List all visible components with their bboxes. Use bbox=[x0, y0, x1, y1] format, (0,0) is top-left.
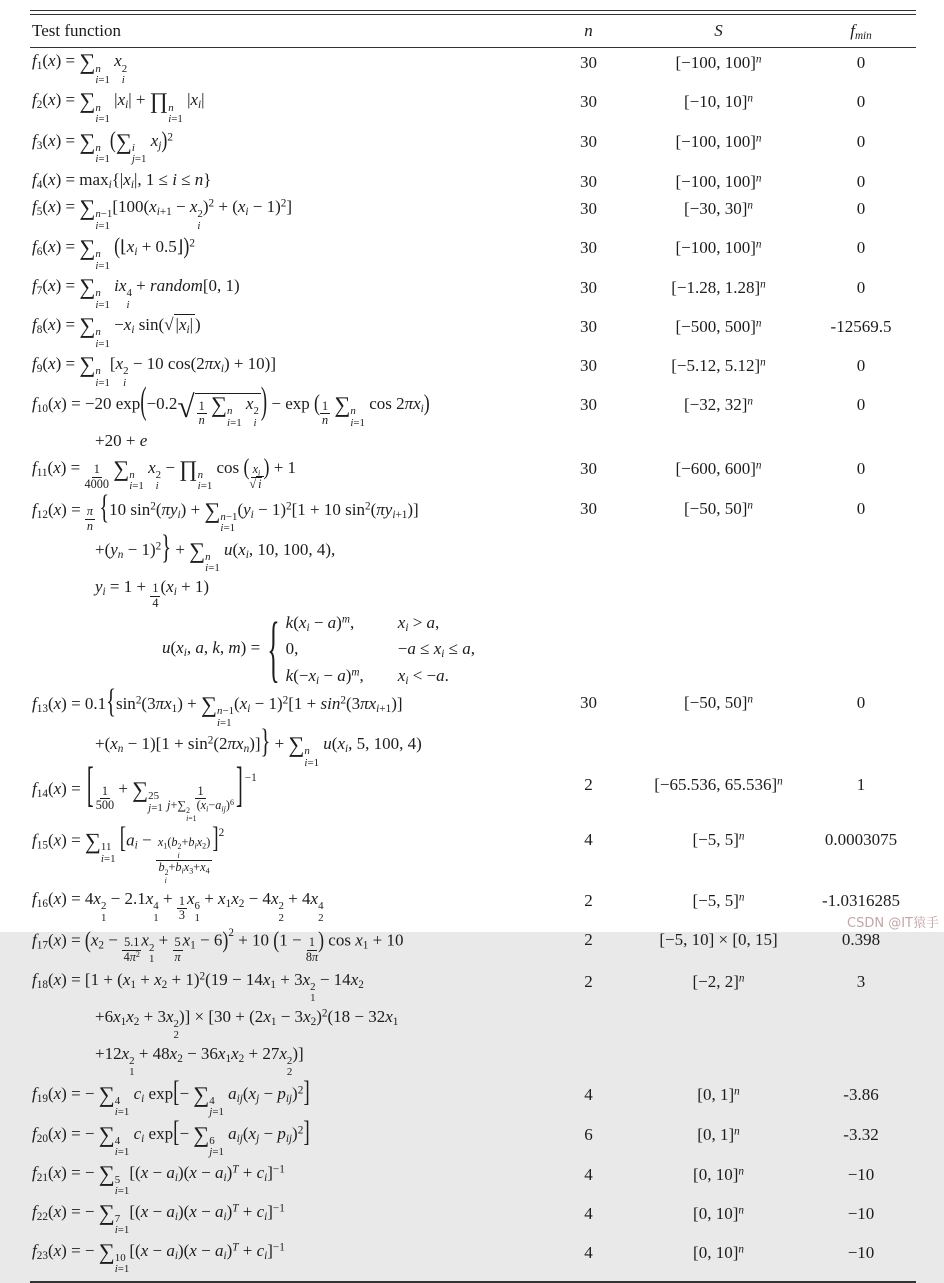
cell-n: 4 bbox=[584, 829, 593, 849]
cell-s: [−10, 10]$^n$ bbox=[683, 92, 754, 112]
cell-s: [−50, 50]$^n$ bbox=[683, 498, 754, 518]
cell-fmin: -1.0316285 bbox=[822, 891, 900, 911]
cell-formula: $f_{19}(x)$ = − ∑ 4 i=1 $c_i$ exp[− ∑ 4 j=1 $a_{ij}(x_j - p_{ij})^2$] bbox=[32, 1075, 310, 1119]
table-body bbox=[30, 48, 916, 1282]
cell-fmin: 3 bbox=[856, 971, 866, 991]
cell-n: 30 bbox=[580, 395, 597, 415]
cell-s: [−65.536, 65.536]$^n$ bbox=[654, 775, 783, 795]
cell-s: [−1.28, 1.28]$^n$ bbox=[671, 278, 766, 298]
cell-n: 30 bbox=[580, 498, 597, 518]
cell-fmin: 0.0003075 bbox=[824, 829, 898, 849]
table-row bbox=[30, 967, 916, 1080]
cell-n: 4 bbox=[584, 1203, 593, 1223]
cell-n: 2 bbox=[584, 775, 593, 795]
cell-n: 30 bbox=[580, 92, 597, 112]
col-header-s: S bbox=[631, 15, 806, 48]
cell-fmin: 0.398 bbox=[841, 930, 881, 950]
cell-formula: $f_2(x)$ = ∑ n i=1 $|x_i|$ + ∏ n i=1 $|x_i|$ bbox=[32, 88, 205, 126]
col-header-fmin: $f_{min}$ bbox=[806, 15, 916, 48]
cell-formula: $f_6(x)$ = ∑ n i=1 ($⌊x_i$ + 0.5⌋)$^2$ bbox=[32, 232, 195, 272]
cell-formula: $f_8(x)$ = ∑ n i=1 $-x_i$ sin(√ $|x_i|$ ) bbox=[32, 313, 201, 350]
cell-s: [−100, 100]$^n$ bbox=[675, 238, 762, 258]
cell-n: 4 bbox=[584, 1084, 593, 1104]
cell-fmin: -12569.5 bbox=[830, 317, 892, 337]
cell-fmin: −10 bbox=[847, 1203, 875, 1223]
cell-formula: $f_{22}(x)$ = − ∑ 7 i=1 $[(x - a_i)(x - a_i)^T + c_i]^{-1}$ bbox=[32, 1199, 285, 1237]
table-row bbox=[30, 1160, 916, 1199]
table-row bbox=[30, 390, 916, 453]
cell-s: [−5.12, 5.12]$^n$ bbox=[671, 356, 766, 376]
cell-formula: $f_{16}(x) = 4x$ 2 1 − 2.1x 4 1 + $\frac{1}{3}$ x 6 1 + $x_1x_2 - 4x$ 2 2 + 4x 4 2 bbox=[32, 889, 324, 924]
cell-n: 30 bbox=[580, 278, 597, 298]
table-row bbox=[30, 312, 916, 351]
csdn-watermark: CSDN @IT猿手 bbox=[847, 916, 939, 931]
cell-s: [−100, 100]$^n$ bbox=[675, 171, 762, 191]
cell-n: 30 bbox=[580, 693, 597, 713]
col-header-n: n bbox=[546, 15, 631, 48]
cell-formula: $f_5(x)$ = ∑ n−1 i=1 [$100(x_{i+1} - x$ 2 i )$^2 + (x_i - 1)^2$] bbox=[32, 195, 293, 232]
cell-fmin: 0 bbox=[856, 395, 866, 415]
cell-fmin: 0 bbox=[856, 171, 866, 191]
cell-fmin: −10 bbox=[806, 1238, 916, 1282]
table-row bbox=[30, 454, 916, 494]
table-row bbox=[30, 273, 916, 312]
cell-s: [−2, 2]$^n$ bbox=[692, 971, 745, 991]
cell-fmin: 0 bbox=[856, 356, 866, 376]
cell-s: [0, 10]$^n$ bbox=[631, 1238, 806, 1282]
cell-s: [−30, 30]$^n$ bbox=[683, 199, 754, 218]
table-row bbox=[30, 770, 916, 824]
cell-formula: $f_{18}(x) = [1 + (x_1 + x_2 + 1)^2(19 - 14x_1 + 3x$ 2 1 − $14x_2$ $+6x_1x_2 + 3x$ 2 2 )] × [$30 + (2x_1 - 3x_2)^2(18 - 32x_1$ +12x 2 1 + $48x_2 - 36x_1x_2 + 27x$ 2 2 )] bbox=[32, 969, 399, 1079]
cell-s: [−5, 5]$^n$ bbox=[692, 829, 745, 849]
cell-s: [0, 1]$^n$ bbox=[697, 1124, 740, 1144]
table-row bbox=[30, 925, 916, 967]
cell-n: 30 bbox=[580, 356, 597, 376]
table-row bbox=[30, 351, 916, 390]
cell-s: [−600, 600]$^n$ bbox=[675, 458, 762, 478]
cell-formula: $f_1(x)$ = ∑ n i=1 x 2 i bbox=[32, 49, 128, 87]
cell-fmin: 0 bbox=[856, 199, 866, 218]
cell-formula: $f_{10}(x) = -20$ exp(−0.2√ $\frac{1}{n}$ ∑ n i=1 x 2 i ) − exp ( $\frac{1}{n}$ ∑ n i=1 $\cos 2\pi x_i$) +20 + e bbox=[32, 380, 430, 451]
table-row bbox=[30, 688, 916, 770]
table-row bbox=[30, 825, 916, 887]
cell-fmin: 0 bbox=[856, 238, 866, 258]
col-header-test-function: Test function bbox=[30, 15, 546, 48]
cell-fmin: -3.86 bbox=[843, 1084, 879, 1104]
cell-fmin: 0 bbox=[856, 53, 866, 73]
cell-s: [−5, 5]$^n$ bbox=[692, 891, 745, 911]
cell-n: 30 bbox=[580, 171, 597, 191]
cell-fmin: -3.32 bbox=[843, 1124, 879, 1144]
table-row bbox=[30, 1120, 916, 1160]
cell-n: 30 bbox=[580, 53, 597, 73]
cell-n: 2 bbox=[584, 971, 593, 991]
cell-formula: $f_9(x)$ = ∑ n i=1 [x 2 i − 10 $\cos(2\pi x_i) + 10$)] bbox=[32, 352, 277, 389]
table-row bbox=[30, 127, 916, 167]
cell-fmin: 0 bbox=[856, 458, 866, 478]
cell-s: [−500, 500]$^n$ bbox=[675, 317, 762, 337]
cell-n: 30 bbox=[580, 238, 597, 258]
cell-s: [0, 1]$^n$ bbox=[697, 1084, 740, 1104]
cell-fmin: 0 bbox=[856, 131, 866, 151]
cell-fmin: −10 bbox=[847, 1164, 875, 1184]
cell-formula: $f_{12}(x)$ = $\frac{\pi}{n}$ {10 $\sin^2(\pi y_i)$ + ∑ n−1 i=1 $(y_i - 1)^2[1 + 10$ $\sin^2(\pi y_{i+1})$] $+(y_n - 1)^2$} + ∑ n i=1 $u(x_i$, 10, 100, 4), $y_i = 1$ + $\frac{1}{4}$ $(x_i + 1)$ $u(x_i$, a, k, m) = { $k(x_i - a)^m$, $x_i > a$, 0, $-a \le x_i \le a$, $k(-x_i - a)^m$, $x_i < -a$. bbox=[32, 489, 475, 691]
table-row bbox=[30, 1238, 916, 1282]
cell-s: [0, 10]$^n$ bbox=[693, 1164, 744, 1184]
cell-s: [−50, 50]$^n$ bbox=[683, 693, 754, 713]
cell-formula: $f_7(x)$ = ∑ n i=1 ix 4 i + random[0, 1) bbox=[32, 274, 240, 311]
table-row bbox=[30, 494, 916, 688]
cell-fmin: 0 bbox=[856, 92, 866, 112]
cell-n: 2 bbox=[584, 891, 593, 911]
cell-formula: $f_{15}(x)$ = ∑ 11 i=1 [$a_i$ − $x_1(b$ 2 i $+b_ix_2$) b 2 i $+b_ix_3+x_4$ ]$^2$ bbox=[32, 822, 225, 885]
header-row bbox=[30, 15, 916, 48]
table-row bbox=[30, 1080, 916, 1120]
table-row bbox=[30, 48, 916, 88]
cell-fmin: 1 bbox=[856, 775, 866, 795]
cell-n: 6 bbox=[584, 1124, 593, 1144]
cell-n: 30 bbox=[580, 317, 597, 337]
table-row bbox=[30, 87, 916, 126]
cell-n: 4 bbox=[546, 1238, 631, 1282]
cell-formula: $f_4(x) = \max_i\{|x_i|$, 1 ≤ i ≤ n} bbox=[32, 169, 212, 191]
cell-n: 30 bbox=[580, 131, 597, 151]
cell-n: 30 bbox=[580, 199, 597, 218]
cell-n: 30 bbox=[580, 458, 597, 478]
cell-fmin: 0 bbox=[856, 278, 866, 298]
table-row bbox=[30, 233, 916, 273]
cell-s: [0, 10]$^n$ bbox=[693, 1203, 744, 1223]
cell-formula: $f_{20}(x)$ = − ∑ 4 i=1 $c_i$ exp[− ∑ 6 j=1 $a_{ij}(x_j - p_{ij})^2$] bbox=[32, 1115, 310, 1159]
table-row bbox=[30, 886, 916, 925]
table-row bbox=[30, 1199, 916, 1238]
cell-formula: $f_{11}(x)$ = $\frac{1}{4000}$ ∑ n i=1 x 2 i − ∏ n i=1 cos ( $\frac{x_i}{√ i}$ ) + 1 bbox=[32, 453, 297, 493]
cell-s: [−5, 10] × [0, 15] bbox=[659, 930, 778, 950]
cell-formula: $f_{23}(x)$ = − ∑ 10 i=1 $[(x - a_i)(x - a_i)^T + c_i]^{-1}$ bbox=[30, 1238, 546, 1282]
table-row bbox=[30, 167, 916, 194]
cell-s: [−100, 100]$^n$ bbox=[675, 131, 762, 151]
benchmark-functions-table bbox=[30, 15, 916, 1283]
cell-formula: $f_{17}(x) = (x_2$ − $\frac{5.1}{4\pi^2}$ x 2 1 + $\frac{5}{\pi}$ $x_1 - 6)^2 + 10$ (1 − $\frac{1}{8\pi}$ ) $\cos x_1 + 10$ bbox=[32, 926, 404, 966]
cell-fmin: 0 bbox=[856, 693, 866, 713]
cell-formula: $f_{13}(x) = 0.1\{\sin^2(3\pi x_1)$ + ∑ n−1 i=1 $(x_i - 1)^2[1 + \sin^2(3\pi x_{i+1})]$ $+(x_n - 1)[1 + \sin^2(2\pi x_n)]$} + ∑ n i=1 $u(x_i$, 5, 100, 4) bbox=[32, 683, 422, 769]
cell-n: 2 bbox=[584, 930, 593, 950]
cell-formula: $f_{21}(x)$ = − ∑ 5 i=1 $[(x - a_i)(x - a_i)^T + c_i]^{-1}$ bbox=[32, 1160, 285, 1198]
cell-s: [−100, 100]$^n$ bbox=[675, 53, 762, 73]
cell-s: [−32, 32]$^n$ bbox=[683, 395, 754, 415]
table-row bbox=[30, 194, 916, 233]
cell-formula: $f_{14}(x)$ = [ $\frac{1}{500}$ + ∑ 25 j=1 1 j+∑ 2 i=1 $(x_i-a_{ij})^6$ ] $^{-1}$ bbox=[32, 759, 257, 824]
cell-n: 4 bbox=[584, 1164, 593, 1184]
cell-formula: $f_3(x)$ = ∑ n i=1 (∑ i j=1 $x_j)^2$ bbox=[32, 126, 173, 166]
cell-fmin: 0 bbox=[856, 498, 866, 518]
